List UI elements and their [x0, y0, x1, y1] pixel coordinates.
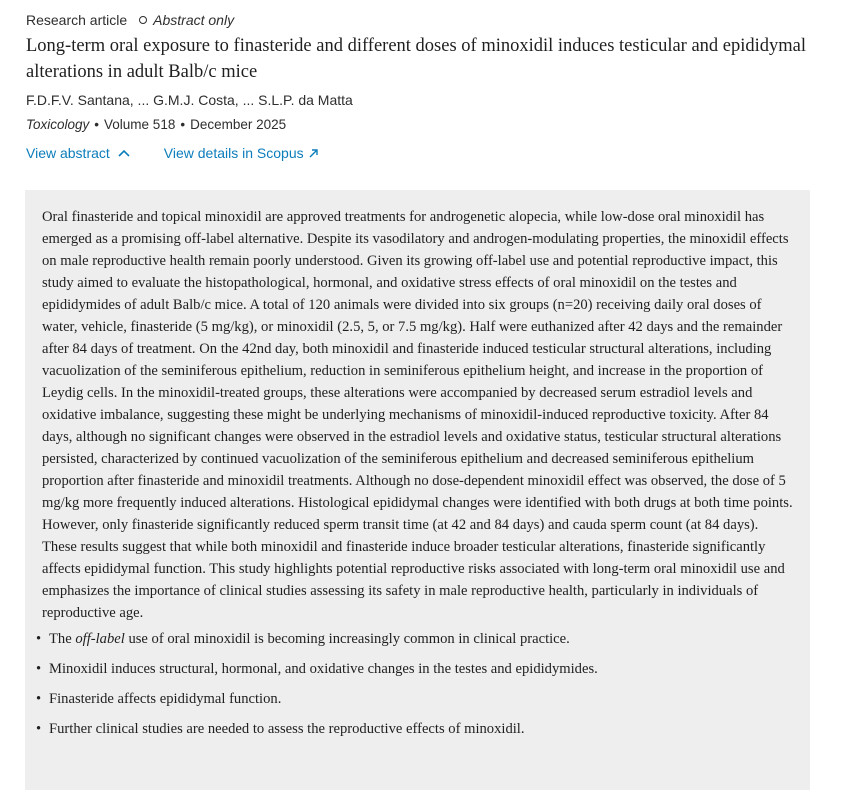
- article-authors: F.D.F.V. Santana, ... G.M.J. Costa, ... S.L.P. da Matta: [26, 92, 353, 108]
- highlights-list: [36, 628, 794, 740]
- highlight-text: Further clinical studies are needed to assess the reproductive effects of minoxidil.: [49, 721, 525, 737]
- external-link-icon: [309, 149, 318, 158]
- highlight-item: [36, 628, 794, 650]
- abstract-panel: [25, 190, 810, 790]
- view-abstract-label: View abstract: [26, 145, 110, 161]
- view-scopus-link[interactable]: [164, 144, 318, 162]
- highlight-text: use of oral minoxidil is becoming increasingly common in clinical practice.: [124, 631, 570, 647]
- abstract-text: Oral finasteride and topical minoxidil are approved treatments for androgenetic alopecia, while low-dose oral minoxidil has emerged as a promising off-label alternative. Despite its vasodilatory and androgen-modulating properties, the minoxidil effects on male reproductive health remain poorly understood. Given its growing off-label use and potential reproductive impact, this study aimed to evaluate the histopathological, hormonal, and oxidative stress effects of oral minoxidil on the testes and epididymides of adult Balb/c mice. A total of 120 animals were divided into six groups (n=20) receiving daily oral doses of water, vehicle, finasteride (5 mg/kg), or minoxidil (2.5, 5, or 7.5 mg/kg). Half were euthanized after 42 days and the remainder after 84 days of treatment. On the 42nd day, both minoxidil and finasteride induced testicular structural alterations, including vacuolization of the seminiferous epithelium, reduction in seminiferous epithelium height, and increase in the proportion of Leydig cells. In the minoxidil-treated groups, these alterations were accompanied by decreased serum estradiol levels and oxidative imbalance, suggesting these might be underlying mechanisms of minoxidil-induced reproductive toxicity. After 84 days, although no significant changes were observed in the estradiol levels and oxidative status, testicular structural alterations persisted, characterized by continued vacuolization of the seminiferous epithelium and decreased seminiferous epithelium proportion after finasteride and minoxidil treatments. Although no dose-dependent minoxidil effect was observed, the dose of 5 mg/kg more frequently induced alterations. Histological epididymal changes were identified with both drugs at both time points. However, only finasteride significantly reduced sperm transit time (at 42 and 84 days) and cauda sperm count (at 84 days). These results suggest that while both minoxidil and finasteride induce broader testicular alterations, finasteride significantly affects epididymal function. This study highlights potential reproductive risks associated with long-term oral minoxidil use and emphasizes the importance of clinical studies assessing its safety in male reproductive health, particularly in individuals of reproductive age.: [42, 209, 793, 621]
- access-label: Abstract only: [153, 12, 235, 28]
- article-type: Research article: [26, 12, 128, 28]
- article-meta: [26, 11, 234, 29]
- highlight-item: [36, 658, 794, 680]
- chevron-up-icon: [118, 149, 130, 157]
- bullet-icon: •: [36, 661, 42, 677]
- journal-name: Toxicology: [26, 117, 90, 132]
- view-abstract-link[interactable]: [26, 144, 130, 162]
- article-source: [26, 116, 286, 134]
- highlight-text: Finasteride affects epididymal function.: [49, 691, 282, 707]
- highlight-text: Minoxidil induces structural, hormonal, and oxidative changes in the testes and epididymides.: [49, 661, 598, 677]
- highlight-text: The: [49, 631, 76, 647]
- article-title[interactable]: Long-term oral exposure to finasteride and different doses of minoxidil induces testicular and epididymal alterations in adult Balb/c mice: [26, 36, 807, 82]
- highlight-item: [36, 718, 794, 740]
- bullet-icon: •: [36, 691, 42, 707]
- separator-dot: •: [180, 117, 186, 132]
- publication-date: December 2025: [190, 117, 287, 132]
- highlight-emphasis: off-label: [75, 631, 125, 647]
- separator-dot: •: [94, 117, 100, 132]
- highlight-item: [36, 688, 794, 710]
- article-links: [26, 144, 318, 162]
- bullet-icon: •: [36, 721, 42, 737]
- circle-outline-icon: [139, 16, 147, 24]
- journal-volume: Volume 518: [104, 117, 176, 132]
- view-scopus-label: View details in Scopus: [163, 145, 304, 161]
- bullet-icon: •: [36, 631, 42, 647]
